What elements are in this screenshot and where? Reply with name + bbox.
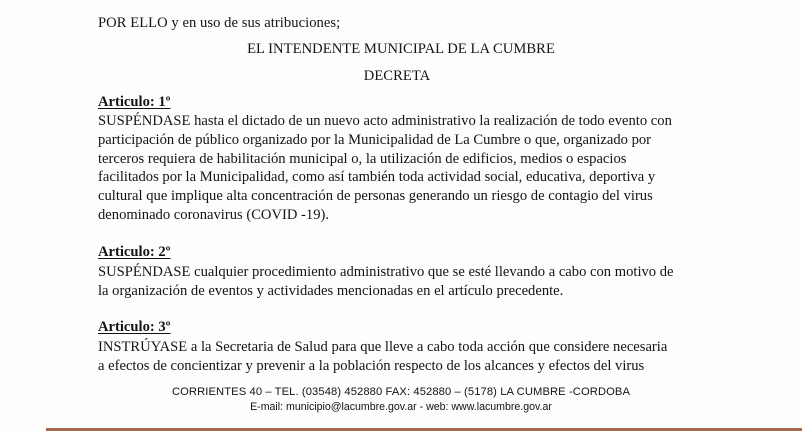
intro-line: POR ELLO y en uso de sus atribuciones; bbox=[98, 15, 341, 31]
footer-address: CORRIENTES 40 – TEL. (03548) 452880 FAX: 452880 – (5178) LA CUMBRE -CORDOBA bbox=[171, 386, 631, 398]
authority-title: EL INTENDENTE MUNICIPAL DE LA CUMBRE bbox=[247, 41, 555, 57]
footer-contact: E-mail: municipio@lacumbre.gov.ar - web: www.lacumbre.gov.ar bbox=[250, 401, 552, 413]
article-1-line: SUSPÉNDASE hasta el dictado de un nuevo acto administrativo la realización de todo evento con bbox=[98, 113, 672, 129]
decree-title: DECRETA bbox=[363, 68, 431, 84]
article-3-body bbox=[98, 338, 688, 376]
article-1-line: terceros requiera de habilitación municipal o, la utilización de edificios, medios o espacios bbox=[98, 150, 627, 167]
article-3-heading: Articulo: 3º bbox=[98, 319, 171, 335]
article-1-line: denominado coronavirus (COVID -19). bbox=[98, 206, 330, 223]
article-2-heading: Articulo: 2º bbox=[98, 244, 171, 260]
article-3-line: INSTRÚYASE a la Secretaria de Salud para que lleve a cabo toda acción que considere necesaria bbox=[98, 339, 668, 355]
article-1-line: facilitados por la Municipalidad, como así también toda actividad social, educativa, deportiva y bbox=[98, 169, 656, 186]
article-1-line: participación de público organizado por la Municipalidad de La Cumbre o que, organizado por bbox=[98, 131, 652, 148]
article-2-body bbox=[98, 263, 688, 301]
article-1-body bbox=[98, 112, 688, 225]
article-2-line: SUSPÉNDASE cualquier procedimiento administrativo que se esté llevando a cabo con motivo de bbox=[98, 264, 674, 280]
article-3-line: a efectos de concientizar y prevenir a la población respecto de los alcances y efectos del virus bbox=[98, 357, 645, 374]
article-1-line: cultural que implique alta concentración de personas generando un riesgo de contagio del virus bbox=[98, 188, 653, 205]
article-1-heading: Articulo: 1º bbox=[98, 94, 171, 110]
footer-rule bbox=[46, 428, 802, 431]
article-2-line: la organización de eventos y actividades mencionadas en el artículo precedente. bbox=[98, 282, 564, 299]
